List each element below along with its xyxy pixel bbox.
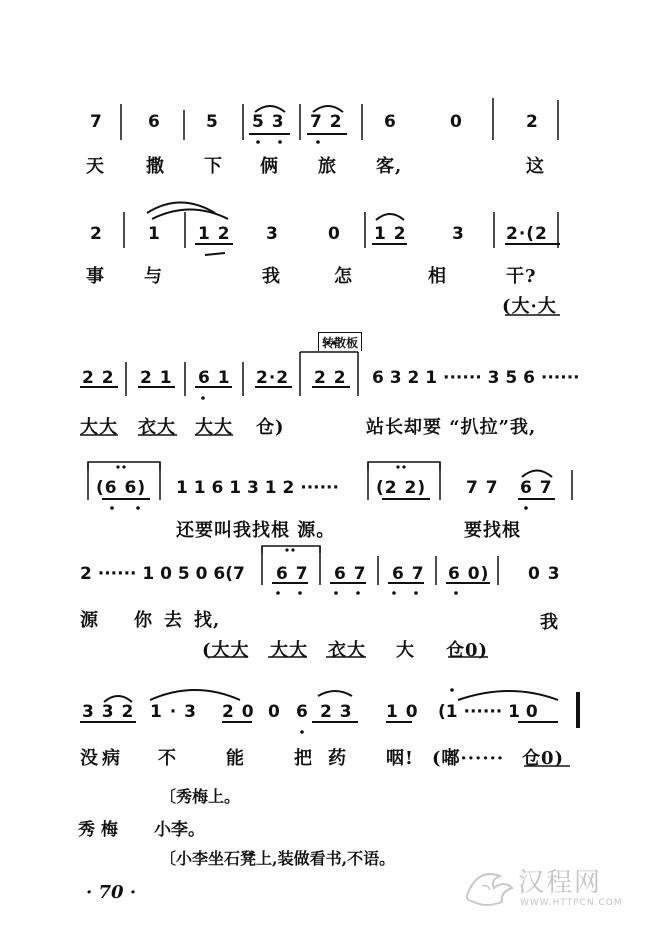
note: 0 bbox=[328, 224, 341, 244]
lyric: 咽! bbox=[386, 748, 414, 769]
note-group: 1 · 3 bbox=[150, 702, 197, 722]
note: 6 bbox=[384, 112, 397, 132]
note-group: 7 2 bbox=[310, 112, 343, 132]
percussion-text: 衣大 bbox=[138, 417, 176, 438]
note: 1 bbox=[148, 224, 161, 244]
percussion-text: 大大 bbox=[270, 640, 308, 661]
note-group: 2·(2 bbox=[506, 224, 548, 244]
note-group: 2 3 bbox=[320, 702, 353, 722]
dialogue: 小李。 bbox=[154, 820, 205, 840]
note-group: 5 3 bbox=[252, 112, 285, 132]
percussion-text: 仓0) bbox=[522, 748, 565, 769]
note-run: (1 ······ 1 0 bbox=[438, 702, 538, 722]
note-group: 6 7 bbox=[392, 564, 425, 584]
note: 3 bbox=[452, 224, 465, 244]
lyric: 旅 bbox=[318, 156, 337, 177]
lyric: 我 bbox=[540, 612, 559, 633]
lyric: 相 bbox=[428, 266, 447, 287]
note-group: 6 7 bbox=[520, 478, 553, 498]
note-group: 6 7 bbox=[334, 564, 367, 584]
lyric: 客, bbox=[376, 156, 403, 177]
note-run: 1 1 6 1 3 1 2 ······ bbox=[176, 478, 339, 498]
lyric: 站长却要 “扒拉”我, bbox=[366, 417, 537, 438]
note-group: 2 2 bbox=[82, 368, 115, 388]
note-group: 2·2 bbox=[256, 368, 290, 388]
lyric: 你 bbox=[134, 610, 153, 631]
lyric: 俩 bbox=[260, 156, 279, 177]
lyric: 下 bbox=[204, 156, 223, 177]
note-group: 1 2 bbox=[374, 224, 407, 244]
note: 0 bbox=[450, 112, 463, 132]
note-run: 2 ······ 1 0 5 0 6(7 bbox=[80, 564, 245, 584]
lyric: 没 bbox=[80, 748, 99, 769]
lyric: 找, bbox=[194, 610, 221, 631]
lyric: 干? bbox=[506, 266, 537, 287]
lyric: 事 bbox=[86, 266, 105, 287]
note-group: 3 3 2 bbox=[82, 702, 135, 722]
note-run: 6 3 2 1 ······ 3 5 6 ······ bbox=[372, 368, 580, 388]
lyric: 药 bbox=[328, 748, 347, 769]
percussion-text: (嘟······ bbox=[432, 748, 505, 769]
watermark-url: WWW.HTTPCN.COM bbox=[520, 898, 623, 908]
percussion-text: 仓0) bbox=[446, 640, 489, 661]
note: 6 bbox=[148, 112, 161, 132]
watermark-text: 汉程网 bbox=[518, 868, 603, 898]
lyric: 不 bbox=[158, 748, 177, 769]
percussion-text: (大·大 bbox=[502, 296, 557, 317]
percussion-text: 大 bbox=[396, 640, 415, 661]
note-group: 6 7 bbox=[276, 564, 309, 584]
percussion-text: 大大 bbox=[80, 417, 118, 438]
note-group: (2 2) bbox=[376, 478, 427, 498]
note: 5 bbox=[206, 112, 219, 132]
percussion-text: 衣大 bbox=[328, 640, 366, 661]
lyric: 还要叫我找根 源。 bbox=[176, 520, 336, 541]
note-group: 2 0 bbox=[222, 702, 255, 722]
lyric: 能 bbox=[226, 748, 245, 769]
note-group: (6 6) bbox=[96, 478, 147, 498]
lyric: 病 bbox=[102, 748, 121, 769]
speaker-name: 秀 梅 bbox=[78, 820, 118, 840]
tempo-marking: 转散板 bbox=[318, 332, 362, 351]
lyric: 与 bbox=[144, 266, 163, 287]
lyric: 撒 bbox=[146, 156, 165, 177]
note: 0 bbox=[268, 702, 281, 722]
note-group: 6 1 bbox=[198, 368, 231, 388]
note-group: 6 0) bbox=[448, 564, 490, 584]
lyric: 天 bbox=[86, 156, 105, 177]
note: 7 bbox=[90, 112, 103, 132]
lyric: 这 bbox=[526, 156, 545, 177]
percussion-text: 大大 bbox=[195, 417, 233, 438]
stage-direction: 〔小李坐石凳上,装做看书,不语。 bbox=[160, 849, 396, 868]
stage-direction: 〔秀梅上。 bbox=[160, 787, 241, 806]
percussion-text: 仓) bbox=[256, 417, 285, 438]
lyric: 把 bbox=[294, 748, 313, 769]
note-group: 7 7 bbox=[466, 478, 499, 498]
note-group: 2 2 bbox=[314, 368, 347, 388]
note-group: 1 2 bbox=[198, 224, 231, 244]
lyric: 怎 bbox=[334, 266, 353, 287]
note: 6 bbox=[296, 702, 309, 722]
note-group: 1 0 bbox=[386, 702, 419, 722]
watermark-logo bbox=[460, 858, 640, 918]
note: 3 bbox=[266, 224, 279, 244]
note-group: 0 3 bbox=[528, 564, 561, 584]
note-group: 2 1 bbox=[140, 368, 173, 388]
lyric: 我 bbox=[262, 266, 281, 287]
lyric: 去 bbox=[164, 610, 183, 631]
note: 2 bbox=[526, 112, 539, 132]
note: 2 bbox=[90, 224, 103, 244]
page-number: · 70 · bbox=[86, 882, 137, 903]
lyric: 源 bbox=[80, 610, 99, 631]
lyric: 要找根 bbox=[464, 520, 521, 541]
percussion-text: (大大 bbox=[202, 640, 250, 661]
